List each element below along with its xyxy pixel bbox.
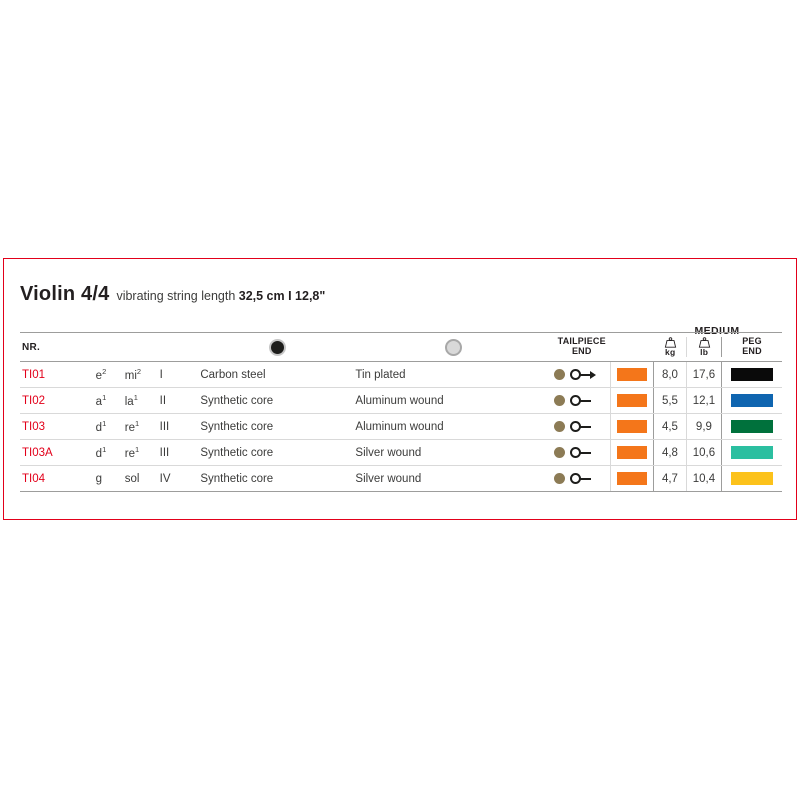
peg-silk-chip — [731, 420, 773, 433]
cell-peg-end — [722, 414, 782, 439]
string-length-prefix: vibrating string length — [116, 289, 239, 303]
tension-lb: 10,6 — [692, 446, 716, 459]
header-kg-label: kg — [665, 347, 676, 358]
header-lb — [687, 337, 722, 357]
string-chart-panel — [3, 258, 797, 520]
winding-material: Aluminum wound — [355, 394, 444, 407]
table-row — [20, 440, 782, 466]
cell-note — [96, 466, 125, 491]
solfege-name: sol — [124, 472, 140, 485]
header-tailpiece-end — [553, 337, 611, 356]
string-number-roman: I — [159, 368, 163, 381]
cell-core — [200, 414, 355, 439]
cell-solfege — [125, 362, 160, 387]
tension-lb: 12,1 — [692, 394, 716, 407]
solfege-name: $mi^2$ — [124, 367, 142, 382]
cell-peg-end — [722, 466, 782, 491]
peg-silk-chip — [731, 394, 773, 407]
tailpiece-end-glyph — [554, 473, 591, 484]
peg-silk-chip — [731, 368, 773, 381]
solfege-name: $re^1$ — [124, 419, 140, 434]
winding-material: Silver wound — [355, 446, 422, 459]
string-length-note — [116, 289, 325, 303]
cell-kg — [654, 466, 687, 491]
table-row — [20, 414, 782, 440]
tailpiece-end-glyph — [554, 447, 591, 458]
cell-silk-color — [610, 414, 654, 439]
cell-solfege — [125, 440, 160, 465]
header-tailpiece-line2: END — [571, 346, 592, 356]
solfege-name: $re^1$ — [124, 445, 140, 460]
header-peg-line1: PEG — [742, 336, 762, 347]
tailpiece-end-glyph — [554, 421, 591, 432]
cell-core — [200, 388, 355, 413]
cell-lb — [687, 414, 722, 439]
note-name: $d^1$ — [95, 445, 107, 460]
header-kg — [654, 337, 687, 357]
core-material: Synthetic core — [200, 394, 274, 407]
cell-nr — [20, 466, 96, 491]
cell-kg — [654, 362, 687, 387]
string-code: TI03 — [22, 420, 46, 433]
cell-roman — [160, 466, 201, 491]
cell-silk-color — [610, 388, 654, 413]
tension-kg: 5,5 — [661, 394, 678, 407]
core-material: Synthetic core — [200, 472, 274, 485]
cell-silk-color — [610, 440, 654, 465]
cell-solfege — [125, 466, 160, 491]
note-name: $d^1$ — [95, 419, 107, 434]
note-name: g — [95, 472, 103, 485]
header-lb-label: lb — [700, 347, 709, 358]
string-code: TI03A — [22, 446, 53, 459]
cell-note — [96, 414, 125, 439]
core-material: Carbon steel — [200, 368, 266, 381]
cell-nr — [20, 440, 96, 465]
filled-circle-icon — [269, 339, 286, 356]
header-peg-line2: END — [742, 346, 762, 356]
cell-silk-color — [610, 362, 654, 387]
tension-kg: 8,0 — [661, 368, 678, 381]
string-number-roman: III — [159, 446, 170, 459]
tailpiece-end-glyph — [554, 395, 591, 406]
string-number-roman: IV — [159, 472, 171, 485]
cell-winding — [355, 362, 554, 387]
ball-end-icon — [554, 473, 565, 484]
cell-lb — [687, 388, 722, 413]
loop-end-icon — [570, 473, 591, 484]
winding-material: Tin plated — [355, 368, 406, 381]
cell-tailpiece-end — [554, 466, 610, 491]
table-body — [20, 362, 782, 492]
solfege-name: $la^1$ — [124, 393, 138, 408]
table-row — [20, 388, 782, 414]
cell-tailpiece-end — [554, 440, 610, 465]
core-material: Synthetic core — [200, 420, 274, 433]
winding-material: Silver wound — [355, 472, 422, 485]
string-number-roman: III — [159, 420, 170, 433]
header-tailpiece-line1: TAILPIECE — [557, 336, 606, 347]
string-table — [20, 332, 782, 492]
cell-nr — [20, 362, 96, 387]
table-row — [20, 362, 782, 388]
cell-core — [200, 466, 355, 491]
ball-end-icon — [554, 447, 565, 458]
cell-winding — [355, 466, 554, 491]
tension-lb: 9,9 — [695, 420, 712, 433]
cell-roman — [160, 414, 201, 439]
tension-kg: 4,5 — [661, 420, 678, 433]
loop-end-icon — [570, 421, 591, 432]
note-name: $a^1$ — [95, 393, 107, 408]
tension-lb: 17,6 — [692, 368, 716, 381]
cell-winding — [355, 414, 554, 439]
peg-silk-chip — [731, 446, 773, 459]
cell-roman — [160, 440, 201, 465]
peg-silk-chip — [731, 472, 773, 485]
string-code: TI01 — [22, 368, 46, 381]
header-nr — [20, 342, 95, 353]
cell-peg-end — [722, 388, 782, 413]
chart-title-row — [20, 283, 325, 306]
winding-material: Aluminum wound — [355, 420, 444, 433]
cell-kg — [654, 440, 687, 465]
cell-core — [200, 362, 355, 387]
tension-lb: 10,4 — [692, 472, 716, 485]
cell-lb — [687, 466, 722, 491]
cell-winding — [355, 388, 554, 413]
page-title: Violin 4/4 — [20, 283, 110, 305]
cell-note — [96, 440, 125, 465]
cell-tailpiece-end — [554, 362, 610, 387]
tension-group-label: MEDIUM — [694, 325, 740, 337]
header-nr-label: NR. — [22, 341, 41, 353]
cell-tailpiece-end — [554, 414, 610, 439]
tension-kg: 4,8 — [661, 446, 678, 459]
cell-roman — [160, 388, 201, 413]
core-material: Synthetic core — [200, 446, 274, 459]
note-name: $e^2$ — [95, 367, 107, 382]
tension-kg: 4,7 — [661, 472, 678, 485]
loop-end-icon — [570, 447, 591, 458]
tailpiece-silk-chip — [617, 420, 647, 433]
cell-peg-end — [722, 440, 782, 465]
cell-kg — [654, 388, 687, 413]
table-header-row — [20, 332, 782, 362]
cell-tailpiece-end — [554, 388, 610, 413]
header-winding — [355, 339, 553, 356]
cell-kg — [654, 414, 687, 439]
table-row — [20, 466, 782, 492]
cell-note — [96, 388, 125, 413]
cell-lb — [687, 440, 722, 465]
string-length-value: 32,5 cm I 12,8" — [238, 289, 326, 303]
cell-solfege — [125, 414, 160, 439]
cell-solfege — [125, 388, 160, 413]
loop-end-icon — [570, 395, 591, 406]
string-number-roman: II — [159, 394, 167, 407]
cell-peg-end — [722, 362, 782, 387]
string-code: TI02 — [22, 394, 46, 407]
cell-winding — [355, 440, 554, 465]
tailpiece-end-glyph — [554, 369, 596, 380]
cell-lb — [687, 362, 722, 387]
tailpiece-silk-chip — [617, 446, 647, 459]
cell-roman — [160, 362, 201, 387]
header-peg-end — [722, 337, 782, 356]
cell-silk-color — [610, 466, 654, 491]
cell-nr — [20, 414, 96, 439]
cell-core — [200, 440, 355, 465]
ball-end-icon — [554, 369, 565, 380]
ball-end-icon — [554, 395, 565, 406]
outline-circle-icon — [445, 339, 462, 356]
loop-end-icon — [570, 369, 596, 380]
tailpiece-silk-chip — [617, 394, 647, 407]
ball-end-icon — [554, 421, 565, 432]
tailpiece-silk-chip — [617, 472, 647, 485]
header-core — [200, 339, 355, 356]
cell-note — [96, 362, 125, 387]
string-code: TI04 — [22, 472, 46, 485]
cell-nr — [20, 388, 96, 413]
tailpiece-silk-chip — [617, 368, 647, 381]
